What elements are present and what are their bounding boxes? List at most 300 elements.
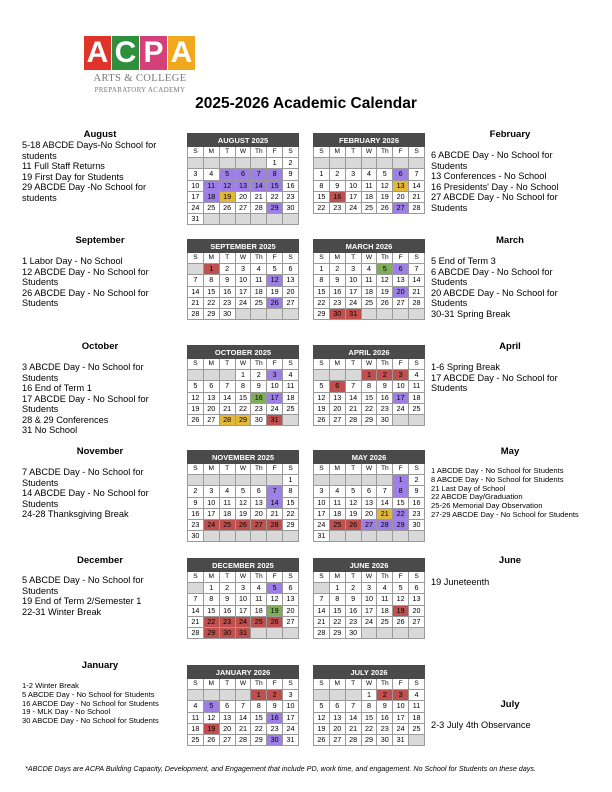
event-item: 1-2 Winter Break (22, 681, 79, 690)
day-cell: 31 (188, 214, 204, 225)
event-item: 1 Labor Day - No School (22, 256, 123, 266)
day-cell: 29 (203, 627, 219, 638)
day-cell: 8 (235, 381, 251, 392)
day-cell: 23 (377, 403, 393, 414)
day-cell: 21 (345, 403, 361, 414)
empty-day-cell (329, 690, 345, 701)
day-cell: 10 (345, 275, 361, 286)
empty-day-cell (409, 308, 425, 319)
day-cell: 19 (314, 723, 330, 734)
day-cell: 1 (329, 583, 345, 594)
day-of-week-label: S (283, 464, 299, 475)
day-cell: 15 (283, 497, 299, 508)
day-cell: 22 (314, 202, 330, 213)
day-cell: 12 (267, 594, 283, 605)
day-cell: 25 (377, 616, 393, 627)
day-cell: 6 (329, 701, 345, 712)
day-of-week-label: M (329, 464, 345, 475)
day-of-week-label: W (235, 464, 251, 475)
day-cell: 31 (314, 531, 330, 542)
day-of-week-label: T (219, 253, 235, 264)
day-cell: 11 (377, 594, 393, 605)
calendar-december-2025 (187, 558, 299, 639)
day-cell: 12 (203, 712, 219, 723)
events-august (22, 140, 182, 203)
day-cell: 1 (393, 475, 409, 486)
day-cell: 19 (267, 605, 283, 616)
day-cell: 16 (377, 712, 393, 723)
day-of-week-label: S (409, 147, 425, 158)
day-cell: 19 (235, 508, 251, 519)
day-cell: 4 (409, 690, 425, 701)
day-cell: 26 (267, 616, 283, 627)
day-cell: 3 (393, 690, 409, 701)
day-cell: 13 (283, 275, 299, 286)
day-cell: 9 (329, 275, 345, 286)
day-of-week-label: S (188, 359, 204, 370)
calendar-february-2026 (313, 133, 425, 214)
day-cell: 26 (267, 297, 283, 308)
day-cell: 18 (251, 286, 267, 297)
day-cell: 21 (345, 723, 361, 734)
event-item: 5 ABCDE Day - No School for Students (22, 689, 155, 699)
day-of-week-label: M (329, 253, 345, 264)
empty-day-cell (377, 308, 393, 319)
empty-day-cell (203, 158, 219, 169)
day-cell: 4 (251, 264, 267, 275)
empty-day-cell (219, 475, 235, 486)
day-cell: 15 (329, 605, 345, 616)
day-of-week-label: F (267, 572, 283, 583)
logo-letter-a: A (84, 36, 111, 70)
event-item: 16 Presidents' Day - No School (431, 181, 559, 192)
day-cell: 16 (345, 605, 361, 616)
day-of-week-label: W (361, 147, 377, 158)
event-item: 22-31 Winter Break (22, 606, 102, 617)
day-cell: 7 (219, 381, 235, 392)
day-cell: 4 (283, 370, 299, 381)
day-cell: 17 (235, 605, 251, 616)
day-cell: 6 (235, 169, 251, 180)
day-cell: 24 (345, 202, 361, 213)
day-cell: 10 (393, 701, 409, 712)
day-cell: 3 (345, 264, 361, 275)
empty-day-cell (393, 158, 409, 169)
event-item: 11 Full Staff Returns (22, 161, 105, 171)
empty-day-cell (188, 264, 204, 275)
right-month-may: May (500, 446, 520, 457)
day-cell: 25 (283, 403, 299, 414)
event-item: 20 ABCDE Day - No School for Students (431, 287, 558, 308)
day-cell: 25 (329, 519, 345, 530)
day-cell: 11 (361, 275, 377, 286)
day-cell: 3 (283, 690, 299, 701)
empty-day-cell (267, 627, 283, 638)
empty-day-cell (409, 158, 425, 169)
day-cell: 4 (361, 264, 377, 275)
day-cell: 18 (409, 712, 425, 723)
day-cell: 4 (361, 169, 377, 180)
day-cell: 2 (251, 370, 267, 381)
day-cell: 16 (329, 191, 345, 202)
day-of-week-label: W (235, 147, 251, 158)
day-cell: 28 (267, 519, 283, 530)
day-cell: 24 (235, 616, 251, 627)
empty-day-cell (409, 734, 425, 745)
day-cell: 18 (361, 191, 377, 202)
empty-day-cell (283, 414, 299, 425)
day-cell: 4 (329, 486, 345, 497)
day-cell: 14 (219, 392, 235, 403)
empty-day-cell (393, 414, 409, 425)
day-cell: 12 (188, 392, 204, 403)
day-cell: 20 (203, 403, 219, 414)
day-cell: 7 (267, 486, 283, 497)
day-cell: 3 (235, 583, 251, 594)
day-cell: 30 (377, 734, 393, 745)
day-cell: 16 (219, 286, 235, 297)
day-of-week-label: S (188, 464, 204, 475)
empty-day-cell (219, 531, 235, 542)
day-of-week-label: T (219, 464, 235, 475)
day-cell: 3 (267, 370, 283, 381)
day-of-week-label: S (314, 253, 330, 264)
day-cell: 10 (393, 381, 409, 392)
day-of-week-label: M (203, 464, 219, 475)
empty-day-cell (251, 158, 267, 169)
day-cell: 16 (377, 392, 393, 403)
day-cell: 16 (267, 712, 283, 723)
day-cell: 24 (267, 403, 283, 414)
day-of-week-label: F (393, 359, 409, 370)
event-item: 27-29 ABCDE Day - No School for Students (431, 509, 579, 519)
day-cell: 31 (267, 414, 283, 425)
day-cell: 11 (283, 381, 299, 392)
day-cell: 8 (283, 486, 299, 497)
day-of-week-label: S (188, 253, 204, 264)
day-of-week-label: S (283, 572, 299, 583)
empty-day-cell (314, 475, 330, 486)
events-february (431, 150, 591, 213)
day-cell: 5 (203, 701, 219, 712)
day-cell: 13 (203, 392, 219, 403)
day-of-week-label: M (329, 147, 345, 158)
day-cell: 4 (251, 583, 267, 594)
day-cell: 17 (345, 191, 361, 202)
day-cell: 31 (283, 734, 299, 745)
empty-day-cell (283, 308, 299, 319)
day-cell: 25 (251, 616, 267, 627)
day-cell: 28 (188, 308, 204, 319)
day-of-week-label: W (361, 679, 377, 690)
day-of-week-label: S (409, 464, 425, 475)
empty-day-cell (329, 370, 345, 381)
day-cell: 30 (267, 734, 283, 745)
day-of-week-label: Th (377, 253, 393, 264)
day-cell: 14 (409, 180, 425, 191)
empty-day-cell (267, 308, 283, 319)
day-cell: 2 (188, 486, 204, 497)
event-item: 17 ABCDE Day - No School for Students (431, 372, 558, 393)
day-cell: 30 (219, 627, 235, 638)
day-cell: 11 (188, 712, 204, 723)
empty-day-cell (409, 414, 425, 425)
day-cell: 13 (283, 594, 299, 605)
day-cell: 25 (219, 519, 235, 530)
day-cell: 27 (329, 734, 345, 745)
day-cell: 6 (329, 381, 345, 392)
day-cell: 7 (345, 701, 361, 712)
day-of-week-label: S (409, 359, 425, 370)
day-cell: 14 (377, 497, 393, 508)
day-cell: 1 (267, 158, 283, 169)
events-october (22, 362, 182, 436)
day-cell: 22 (361, 403, 377, 414)
day-cell: 27 (283, 616, 299, 627)
day-of-week-label: M (203, 147, 219, 158)
empty-day-cell (345, 531, 361, 542)
day-cell: 5 (345, 486, 361, 497)
day-cell: 14 (345, 392, 361, 403)
day-cell: 12 (314, 392, 330, 403)
day-cell: 25 (203, 202, 219, 213)
events-september (22, 256, 182, 309)
day-cell: 28 (251, 202, 267, 213)
left-month-november: November (76, 446, 124, 457)
day-of-week-label: Th (377, 464, 393, 475)
logo-letter-c: C (112, 36, 139, 70)
empty-day-cell (345, 690, 361, 701)
day-cell: 17 (267, 392, 283, 403)
day-cell: 23 (188, 519, 204, 530)
day-cell: 1 (314, 169, 330, 180)
day-cell: 23 (251, 403, 267, 414)
day-cell: 29 (283, 519, 299, 530)
day-cell: 11 (203, 180, 219, 191)
day-cell: 17 (393, 392, 409, 403)
empty-day-cell (203, 690, 219, 701)
event-item: 27 ABCDE Day - No School for Students (431, 192, 558, 213)
calendar-january-2026 (187, 665, 299, 746)
day-cell: 7 (188, 594, 204, 605)
day-of-week-label: S (188, 572, 204, 583)
day-cell: 30 (409, 519, 425, 530)
calendar-september-2025 (187, 239, 299, 320)
day-cell: 18 (283, 392, 299, 403)
day-cell: 5 (188, 381, 204, 392)
day-cell: 18 (377, 605, 393, 616)
empty-day-cell (283, 214, 299, 225)
event-item: 28 & 29 Conferences (22, 414, 109, 425)
day-cell: 27 (203, 414, 219, 425)
day-cell: 2 (377, 690, 393, 701)
event-item: 2-3 July 4th Observance (431, 720, 531, 730)
day-cell: 8 (361, 381, 377, 392)
day-cell: 11 (409, 381, 425, 392)
calendar-october-2025 (187, 345, 299, 426)
day-cell: 6 (361, 486, 377, 497)
day-cell: 25 (361, 202, 377, 213)
day-cell: 7 (314, 594, 330, 605)
day-cell: 24 (361, 616, 377, 627)
day-of-week-label: W (235, 572, 251, 583)
day-cell: 15 (314, 191, 330, 202)
day-cell: 11 (409, 701, 425, 712)
day-cell: 21 (188, 616, 204, 627)
day-cell: 9 (283, 169, 299, 180)
empty-day-cell (267, 214, 283, 225)
day-cell: 23 (283, 191, 299, 202)
day-cell: 22 (329, 616, 345, 627)
day-cell: 5 (377, 264, 393, 275)
day-cell: 20 (393, 286, 409, 297)
day-cell: 18 (203, 191, 219, 202)
day-of-week-label: Th (377, 679, 393, 690)
event-item: 26 ABCDE Day - No School for Students (22, 287, 149, 308)
calendar-month-title: AUGUST 2025 (188, 134, 299, 147)
day-cell: 16 (409, 497, 425, 508)
event-item: 5 ABCDE Day - No School for Students (22, 575, 144, 596)
day-cell: 30 (377, 414, 393, 425)
day-cell: 22 (283, 508, 299, 519)
day-cell: 26 (235, 519, 251, 530)
empty-day-cell (251, 214, 267, 225)
day-of-week-label: T (219, 359, 235, 370)
day-cell: 14 (314, 605, 330, 616)
day-of-week-label: Th (251, 253, 267, 264)
day-cell: 15 (361, 392, 377, 403)
day-cell: 8 (267, 169, 283, 180)
day-cell: 21 (377, 508, 393, 519)
empty-day-cell (361, 531, 377, 542)
day-cell: 9 (345, 594, 361, 605)
day-cell: 5 (314, 701, 330, 712)
day-cell: 2 (283, 158, 299, 169)
day-cell: 17 (314, 508, 330, 519)
day-cell: 1 (203, 583, 219, 594)
event-item: 7 ABCDE Day - No School for Students (22, 467, 144, 488)
day-of-week-label: T (345, 572, 361, 583)
day-cell: 2 (329, 169, 345, 180)
day-cell: 25 (251, 297, 267, 308)
day-cell: 25 (361, 297, 377, 308)
day-cell: 27 (235, 202, 251, 213)
day-cell: 14 (235, 712, 251, 723)
empty-day-cell (377, 531, 393, 542)
left-month-august: August (83, 129, 117, 140)
day-cell: 2 (345, 583, 361, 594)
day-of-week-label: F (267, 147, 283, 158)
calendar-may-2026 (313, 450, 425, 542)
empty-day-cell (235, 214, 251, 225)
day-cell: 14 (409, 275, 425, 286)
empty-day-cell (251, 627, 267, 638)
day-cell: 27 (329, 414, 345, 425)
empty-day-cell (188, 475, 204, 486)
day-cell: 27 (393, 202, 409, 213)
empty-day-cell (188, 583, 204, 594)
day-cell: 10 (283, 701, 299, 712)
empty-day-cell (188, 158, 204, 169)
day-cell: 21 (409, 191, 425, 202)
day-of-week-label: F (267, 253, 283, 264)
day-cell: 9 (251, 381, 267, 392)
empty-day-cell (345, 158, 361, 169)
day-cell: 21 (188, 297, 204, 308)
day-cell: 11 (329, 497, 345, 508)
calendar-month-title: FEBRUARY 2026 (314, 134, 425, 147)
logo-letters (84, 36, 196, 70)
event-item: 17 ABCDE Day - No School for Students (22, 393, 149, 414)
empty-day-cell (329, 531, 345, 542)
calendar-august-2025 (187, 133, 299, 225)
day-cell: 28 (314, 627, 330, 638)
day-of-week-label: S (409, 572, 425, 583)
day-cell: 28 (219, 414, 235, 425)
day-of-week-label: T (219, 572, 235, 583)
day-cell: 10 (188, 180, 204, 191)
event-item: 22 ABCDE Day/Graduation (431, 492, 523, 502)
events-july (431, 720, 591, 731)
day-cell: 28 (377, 519, 393, 530)
empty-day-cell (251, 531, 267, 542)
day-cell: 30 (219, 308, 235, 319)
day-cell: 20 (361, 508, 377, 519)
day-cell: 14 (251, 180, 267, 191)
day-of-week-label: S (314, 572, 330, 583)
day-cell: 26 (393, 616, 409, 627)
day-cell: 6 (409, 583, 425, 594)
empty-day-cell (314, 158, 330, 169)
day-cell: 22 (203, 616, 219, 627)
day-cell: 27 (283, 297, 299, 308)
day-cell: 16 (251, 392, 267, 403)
event-item: 16 ABCDE Day - No School for Students (22, 698, 159, 708)
day-of-week-label: T (219, 679, 235, 690)
day-cell: 7 (251, 169, 267, 180)
day-cell: 17 (283, 712, 299, 723)
empty-day-cell (235, 158, 251, 169)
day-of-week-label: F (393, 572, 409, 583)
day-cell: 12 (267, 275, 283, 286)
day-cell: 6 (251, 486, 267, 497)
day-of-week-label: S (283, 359, 299, 370)
day-cell: 24 (203, 519, 219, 530)
event-item: 29 ABCDE Day -No School for students (22, 182, 147, 203)
day-cell: 24 (393, 723, 409, 734)
day-of-week-label: W (361, 572, 377, 583)
day-cell: 4 (188, 701, 204, 712)
day-of-week-label: S (314, 147, 330, 158)
day-cell: 10 (361, 594, 377, 605)
events-april (431, 362, 591, 394)
day-of-week-label: M (329, 679, 345, 690)
empty-day-cell (219, 370, 235, 381)
day-of-week-label: F (267, 464, 283, 475)
day-cell: 26 (345, 519, 361, 530)
day-of-week-label: T (345, 679, 361, 690)
day-cell: 28 (345, 734, 361, 745)
day-cell: 23 (345, 616, 361, 627)
day-cell: 22 (203, 297, 219, 308)
day-cell: 28 (345, 414, 361, 425)
day-cell: 5 (267, 264, 283, 275)
day-cell: 28 (409, 202, 425, 213)
day-cell: 10 (267, 381, 283, 392)
day-cell: 9 (267, 701, 283, 712)
event-item: 5 End of Term 3 (431, 256, 496, 266)
empty-day-cell (377, 158, 393, 169)
